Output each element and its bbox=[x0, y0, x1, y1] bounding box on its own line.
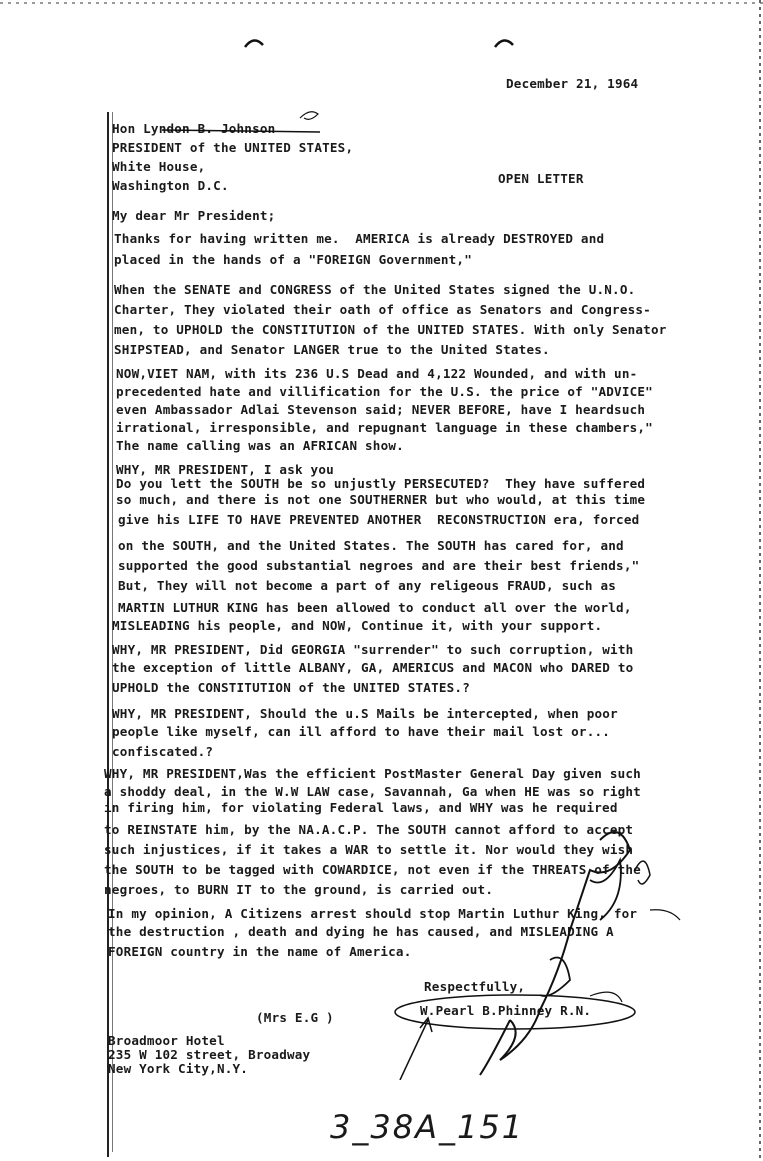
recipient-line: PRESIDENT of the UNITED STATES, bbox=[112, 140, 354, 155]
letter-date: December 21, 1964 bbox=[506, 76, 639, 91]
closing: Respectfully, bbox=[424, 979, 526, 994]
signer-name: W.Pearl B.Phinney R.N. bbox=[420, 1003, 592, 1018]
page-edge-right bbox=[759, 0, 761, 1161]
body-line: a shoddy deal, in the W.W LAW case, Savannah, Ga when HE was so right bbox=[104, 784, 641, 799]
body-line: In my opinion, A Citizens arrest should stop Martin Luthur King, for bbox=[108, 906, 638, 921]
body-line: people like myself, can ill afford to have their mail lost or... bbox=[112, 724, 611, 739]
sender-note: (Mrs E.G ) bbox=[256, 1010, 334, 1025]
body-line: placed in the hands of a "FOREIGN Government," bbox=[114, 252, 472, 267]
body-line: WHY, MR PRESIDENT, Did GEORGIA "surrender" to such corruption, with bbox=[112, 642, 634, 657]
recipient-line: Washington D.C. bbox=[112, 178, 229, 193]
body-line: WHY, MR PRESIDENT, Should the u.S Mails be intercepted, when poor bbox=[112, 706, 618, 721]
body-line: NOW,VIET NAM, with its 236 U.S Dead and 4,122 Wounded, and with un- bbox=[116, 366, 638, 381]
body-line: confiscated.? bbox=[112, 744, 214, 759]
body-line: in firing him, for violating Federal laws, and WHY was he required bbox=[104, 800, 618, 815]
body-line: UPHOLD the CONSTITUTION of the UNITED STATES.? bbox=[112, 680, 470, 695]
file-number: 3_38A_151 bbox=[330, 1108, 525, 1146]
body-line: MARTIN LUTHUR KING has been allowed to conduct all over the world, bbox=[118, 600, 632, 615]
address-line: New York City,N.Y. bbox=[108, 1061, 249, 1076]
body-line: SHIPSTEAD, and Senator LANGER true to the United States. bbox=[114, 342, 550, 357]
body-line: even Ambassador Adlai Stevenson said; NEVER BEFORE, have I heardsuch bbox=[116, 402, 646, 417]
body-line: negroes, to BURN IT to the ground, is carried out. bbox=[104, 882, 494, 897]
body-line: Thanks for having written me. AMERICA is already DESTROYED and bbox=[114, 231, 605, 246]
typed-margin-rule bbox=[107, 112, 109, 1157]
body-line: Do you lett the SOUTH be so unjustly PERSECUTED? They have suffered bbox=[116, 476, 646, 491]
body-line: on the SOUTH, and the United States. The SOUTH has cared for, and bbox=[118, 538, 624, 553]
address-line: Broadmoor Hotel bbox=[108, 1033, 225, 1048]
body-line: precedented hate and villification for the U.S. the price of "ADVICE" bbox=[116, 384, 653, 399]
body-line: such injustices, if it takes a WAR to settle it. Nor would they wish bbox=[104, 842, 634, 857]
recipient-underline-mark bbox=[160, 104, 330, 136]
address-line: 235 W 102 street, Broadway bbox=[108, 1047, 311, 1062]
body-line: The name calling was an AFRICAN show. bbox=[116, 438, 404, 453]
body-line: men, to UPHOLD the CONSTITUTION of the UNITED STATES. With only Senator bbox=[114, 322, 667, 337]
binder-mark-left bbox=[243, 35, 265, 49]
body-line: give his LIFE TO HAVE PREVENTED ANOTHER RECONSTRUCTION era, forced bbox=[118, 512, 640, 527]
body-line: the SOUTH to be tagged with COWARDICE, not even if the THREATS of the bbox=[104, 862, 641, 877]
salutation: My dear Mr President; bbox=[112, 208, 276, 223]
handwritten-signature bbox=[470, 820, 700, 1080]
body-line: the destruction , death and dying he has caused, and MISLEADING A bbox=[108, 924, 614, 939]
body-line: FOREIGN country in the name of America. bbox=[108, 944, 412, 959]
page-edge-top bbox=[0, 2, 763, 4]
open-letter-label: OPEN LETTER bbox=[498, 171, 584, 186]
body-line: supported the good substantial negroes and are their best friends," bbox=[118, 558, 640, 573]
body-line: so much, and there is not one SOUTHERNER but who would, at this time bbox=[116, 492, 646, 507]
body-line: But, They will not become a part of any religeous FRAUD, such as bbox=[118, 578, 617, 593]
body-line: When the SENATE and CONGRESS of the United States signed the U.N.O. bbox=[114, 282, 636, 297]
body-line: MISLEADING his people, and NOW, Continue it, with your support. bbox=[112, 618, 603, 633]
body-line: WHY, MR PRESIDENT, I ask you bbox=[116, 462, 334, 477]
body-line: WHY, MR PRESIDENT,Was the efficient PostMaster General Day given such bbox=[104, 766, 641, 781]
body-line: irrational, irresponsible, and repugnant language in these chambers," bbox=[116, 420, 653, 435]
body-line: the exception of little ALBANY, GA, AMERICUS and MACON who DARED to bbox=[112, 660, 634, 675]
body-line: Charter, They violated their oath of office as Senators and Congress- bbox=[114, 302, 651, 317]
recipient-line: White House, bbox=[112, 159, 206, 174]
recipient-line: Hon Lyndon B. Johnson bbox=[112, 121, 276, 136]
body-line: to REINSTATE him, by the NA.A.C.P. The SOUTH cannot afford to accept bbox=[104, 822, 634, 837]
binder-mark-right bbox=[493, 35, 515, 49]
